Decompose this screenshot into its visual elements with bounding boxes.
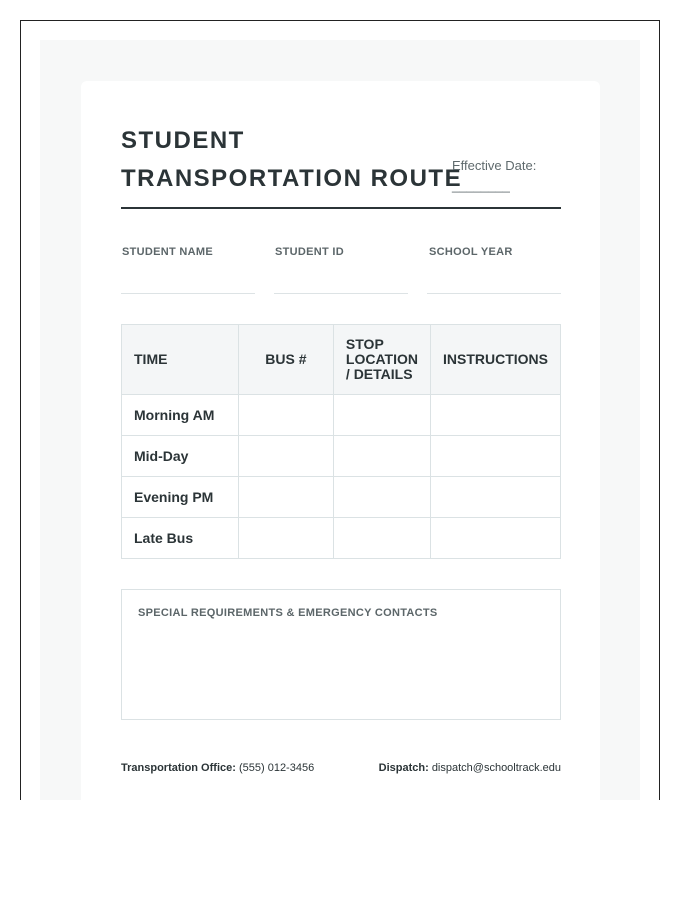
table-row xyxy=(122,518,561,559)
bus-cell[interactable] xyxy=(238,395,333,436)
row-time-label: Mid-Day xyxy=(122,436,239,477)
table-header-row xyxy=(122,325,561,395)
school-year-label: SCHOOL YEAR xyxy=(429,246,513,258)
form-title xyxy=(121,122,462,198)
instructions-cell[interactable] xyxy=(430,395,560,436)
dispatch-label: Dispatch: xyxy=(378,762,429,774)
title-line-1: STUDENT xyxy=(121,127,245,154)
table-row xyxy=(122,436,561,477)
instructions-cell[interactable] xyxy=(430,518,560,559)
stop-cell[interactable] xyxy=(333,477,430,518)
office-contact xyxy=(121,762,314,774)
stop-cell[interactable] xyxy=(333,436,430,477)
title-line-2: TRANSPORTATION ROUTE xyxy=(121,165,463,192)
special-requirements-box[interactable] xyxy=(121,589,561,720)
col-header-instructions: INSTRUCTIONS xyxy=(430,325,560,395)
effective-date-label: Effective Date: xyxy=(452,158,537,173)
route-table xyxy=(121,324,561,559)
title-rule xyxy=(121,207,561,209)
office-phone: (555) 012-3456 xyxy=(238,762,315,774)
row-time-label: Evening PM xyxy=(122,477,239,518)
row-time-label: Morning AM xyxy=(122,395,239,436)
school-year-field[interactable] xyxy=(427,293,561,294)
student-id-label: STUDENT ID xyxy=(275,246,344,258)
instructions-cell[interactable] xyxy=(430,477,560,518)
student-name-label: STUDENT NAME xyxy=(122,246,213,258)
bus-cell[interactable] xyxy=(238,436,333,477)
row-time-label: Late Bus xyxy=(122,518,239,559)
bus-cell[interactable] xyxy=(238,518,333,559)
table-row xyxy=(122,395,561,436)
instructions-cell[interactable] xyxy=(430,436,560,477)
stop-cell[interactable] xyxy=(333,518,430,559)
col-header-bus: BUS # xyxy=(238,325,333,395)
special-requirements-label: SPECIAL REQUIREMENTS & EMERGENCY CONTACTS xyxy=(138,607,438,619)
bus-cell[interactable] xyxy=(238,477,333,518)
office-label: Transportation Office: xyxy=(121,762,236,774)
student-id-field[interactable] xyxy=(274,293,408,294)
table-row xyxy=(122,477,561,518)
col-header-time: TIME xyxy=(122,325,239,395)
stop-cell[interactable] xyxy=(333,395,430,436)
effective-date-blank: ________ xyxy=(452,178,510,193)
student-name-field[interactable] xyxy=(121,293,255,294)
col-header-stop: STOP LOCATION / DETAILS xyxy=(333,325,430,395)
dispatch-contact xyxy=(379,762,561,774)
dispatch-email: dispatch@schooltrack.edu xyxy=(431,762,561,774)
